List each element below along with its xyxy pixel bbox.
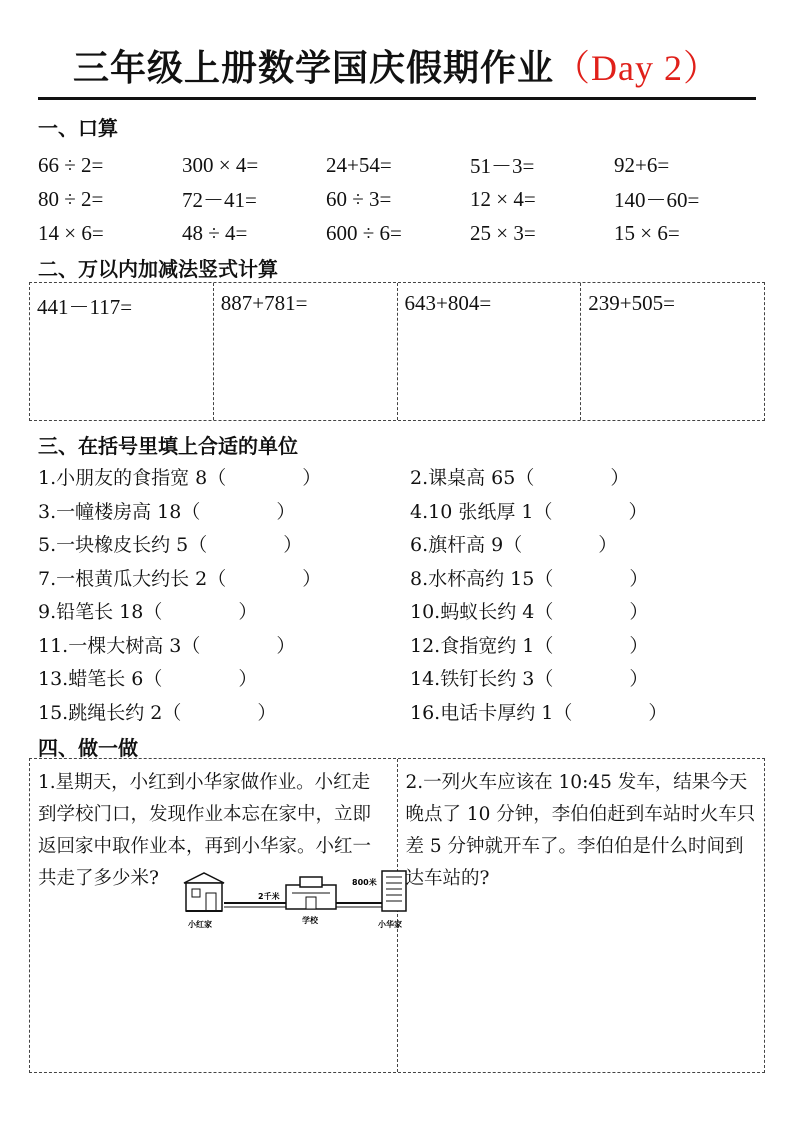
section-practice-heading: 四、做一做 bbox=[38, 736, 138, 760]
route-diagram bbox=[180, 869, 412, 931]
section-vertical-heading: 二、万以内加减法竖式计算 bbox=[38, 257, 278, 281]
distance-school-friend: 800米 bbox=[352, 878, 377, 887]
unit-question[interactable]: 16.电话卡厚约 1（ ） bbox=[410, 701, 668, 724]
oral-item: 600 ÷ 6= bbox=[326, 220, 402, 245]
oral-item: 48 ÷ 4= bbox=[182, 220, 248, 245]
building-icon bbox=[382, 871, 406, 911]
unit-question[interactable]: 9.铅笔长 18（ ） bbox=[38, 601, 258, 624]
unit-question[interactable]: 1.小朋友的食指宽 8（ ） bbox=[38, 467, 322, 490]
oral-calc-grid bbox=[38, 148, 758, 250]
oral-item: 60 ÷ 3= bbox=[326, 186, 392, 211]
vertical-calc-box bbox=[29, 282, 765, 421]
oral-item: 15 × 6= bbox=[614, 220, 680, 245]
units-list bbox=[38, 460, 758, 728]
vertical-calc-cell[interactable]: 239+505= bbox=[588, 291, 675, 315]
title-rule bbox=[38, 97, 756, 100]
house-icon bbox=[184, 873, 224, 911]
problem-2-text: 2.一列火车应该在 10:45 发车，结果今天晚点了 10 分钟，李伯伯赶到车站时火车只差 5 分钟就开车了。李伯伯是什么时间到达车站的? bbox=[405, 772, 756, 889]
unit-question[interactable]: 14.铁钉长约 3（ ） bbox=[410, 668, 649, 691]
oral-item: 300 × 4= bbox=[182, 152, 259, 177]
distance-home-school: 2千米 bbox=[258, 892, 280, 901]
oral-item: 140－60= bbox=[614, 188, 700, 212]
school-icon bbox=[286, 877, 336, 909]
oral-item: 66 ÷ 2= bbox=[38, 152, 104, 177]
oral-item: 14 × 6= bbox=[38, 220, 104, 245]
oral-item: 12 × 4= bbox=[470, 186, 536, 211]
unit-question[interactable]: 8.水杯高约 15（ ） bbox=[410, 567, 649, 590]
label-home: 小红家 bbox=[188, 920, 212, 929]
oral-row bbox=[38, 182, 758, 216]
units-row bbox=[38, 527, 758, 561]
oral-item: 80 ÷ 2= bbox=[38, 186, 104, 211]
problem-1-cell[interactable] bbox=[30, 759, 402, 1072]
label-friend: 小华家 bbox=[378, 920, 402, 929]
section-units-heading: 三、在括号里填上合适的单位 bbox=[38, 434, 298, 458]
units-row bbox=[38, 628, 758, 662]
problem-1-text: 1.星期天，小红到小华家做作业。小红走到学校门口，发现作业本忘在家中，立即返回家中取作业本，再到小华家。小红一共走了多少米? bbox=[38, 772, 372, 889]
units-row bbox=[38, 561, 758, 595]
vertical-calc-cell[interactable]: 643+804= bbox=[398, 283, 582, 420]
unit-question[interactable]: 15.跳绳长约 2（ ） bbox=[38, 701, 277, 724]
vertical-calc-cell[interactable]: 441－117= bbox=[30, 283, 214, 420]
unit-question[interactable]: 13.蜡笔长 6（ ） bbox=[38, 668, 258, 691]
title-day: （Day 2） bbox=[554, 48, 720, 88]
oral-item: 51－3= bbox=[470, 154, 535, 178]
unit-question[interactable]: 10.蚂蚁长约 4（ ） bbox=[410, 601, 649, 624]
oral-row bbox=[38, 148, 758, 182]
oral-item: 25 × 3= bbox=[470, 220, 536, 245]
unit-question[interactable]: 7.一根黄瓜大约长 2（ ） bbox=[38, 567, 322, 590]
unit-question[interactable]: 2.课桌高 65（ ） bbox=[410, 467, 630, 490]
unit-question[interactable]: 4.10 张纸厚 1（ ） bbox=[410, 500, 648, 523]
unit-question[interactable]: 6.旗杆高 9（ ） bbox=[410, 534, 618, 557]
oral-item: 72－41= bbox=[182, 188, 257, 212]
unit-question[interactable]: 5.一块橡皮长约 5（ ） bbox=[38, 534, 303, 557]
page-title bbox=[0, 40, 793, 91]
units-row bbox=[38, 460, 758, 494]
unit-question[interactable]: 11.一棵大树高 3（ ） bbox=[38, 634, 296, 657]
unit-question[interactable]: 12.食指宽约 1（ ） bbox=[410, 634, 649, 657]
unit-question[interactable]: 3.一幢楼房高 18（ ） bbox=[38, 500, 296, 523]
oral-item: 24+54= bbox=[326, 152, 392, 177]
oral-row bbox=[38, 216, 758, 250]
oral-item: 92+6= bbox=[614, 152, 670, 177]
units-row bbox=[38, 594, 758, 628]
units-row bbox=[38, 661, 758, 695]
vertical-calc-cell[interactable]: 887+781= bbox=[214, 283, 398, 420]
title-main: 三年级上册数学国庆假期作业 bbox=[73, 48, 555, 89]
units-row bbox=[38, 494, 758, 528]
label-school: 学校 bbox=[302, 916, 318, 925]
section-oral-heading: 一、口算 bbox=[38, 116, 118, 140]
word-problems-box bbox=[29, 758, 765, 1073]
problem-2-cell[interactable] bbox=[398, 759, 765, 1072]
units-row bbox=[38, 695, 758, 729]
